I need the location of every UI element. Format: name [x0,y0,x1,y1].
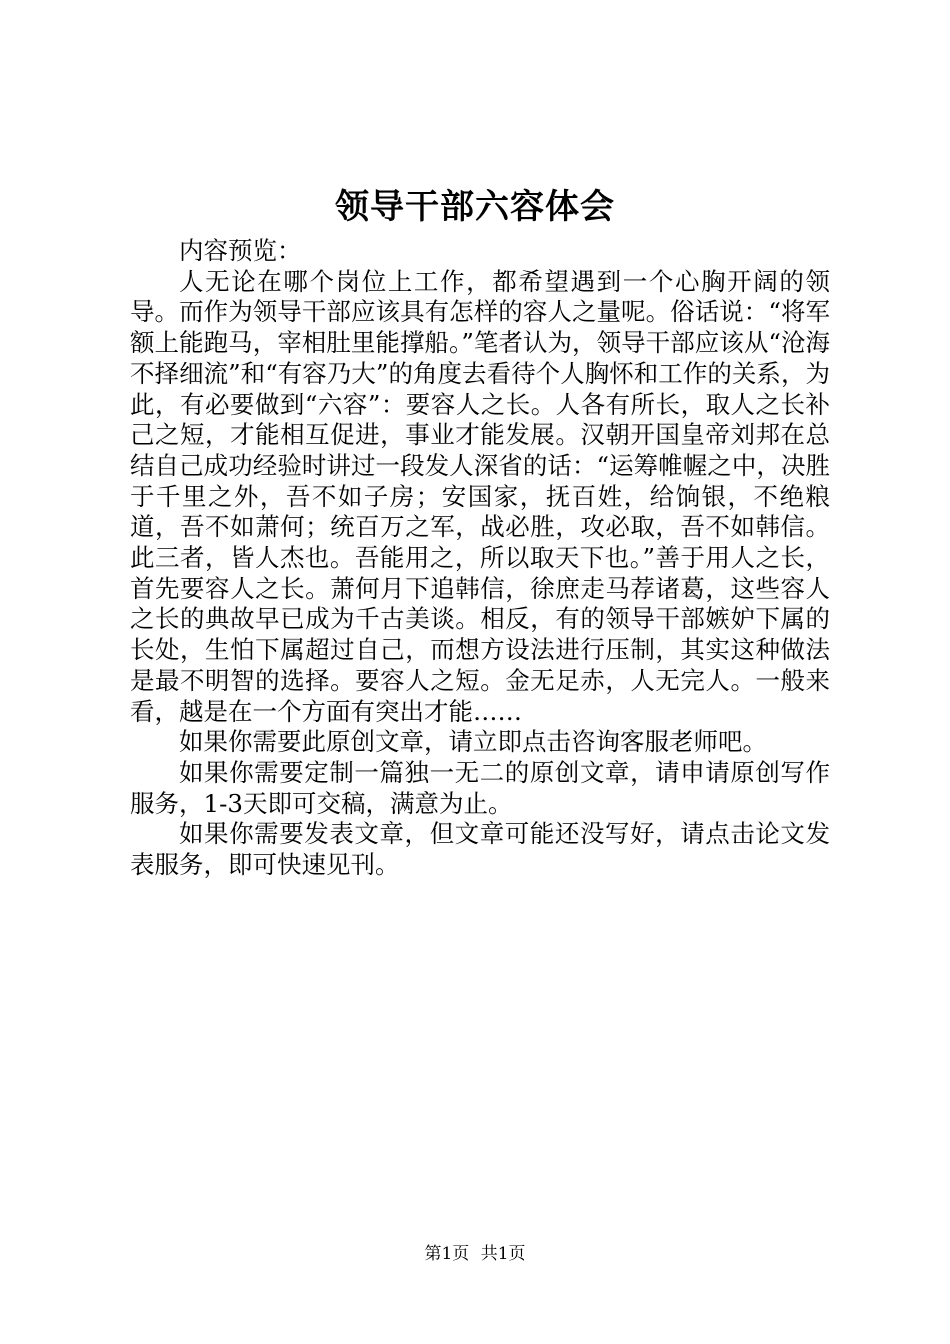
main-paragraph: 人无论在哪个岗位上工作，都希望遇到一个心胸开阔的领导。而作为领导干部应该具有怎样的容人之量呢。俗话说：“将军额上能跑马，宰相肚里能撑船。”笔者认为，领导干部应该从“沧海不择细流”和“有容乃大”的角度去看待个人胸怀和工作的关系，为此，有必要做到“六容”：要容人之长。人各有所长，取人之长补己之短，才能相互促进，事业才能发展。汉朝开国皇帝刘邦在总结自己成功经验时讲过一段发人深省的话：“运筹帷幄之中，决胜于千里之外，吾不如子房；安国家，抚百姓，给饷银，不绝粮道，吾不如萧何；统百万之军，战必胜，攻必取，吾不如韩信。此三者，皆人杰也。吾能用之，所以取天下也。”善于用人之长，首先要容人之长。萧何月下追韩信，徐庶走马荐诸葛，这些容人之长的典故早已成为千古美谈。相反，有的领导干部嫉妒下属的长处，生怕下属超过自己，而想方设法进行压制，其实这种做法是最不明智的选择。要容人之短。金无足赤，人无完人。一般来看，越是在一个方面有突出才能…… [130,266,830,726]
contact-service-paragraph: 如果你需要此原创文章，请立即点击咨询客服老师吧。 [179,727,767,757]
document-body [130,236,830,881]
custom-writing-paragraph: 如果你需要定制一篇独一无二的原创文章，请申请原创写作服务，1-3天即可交稿，满意为止。 [130,757,830,818]
page-number: 第1页 [424,1244,470,1264]
preview-label: 内容预览： [179,236,302,265]
document-title: 领导干部六容体会 [335,187,615,227]
page-footer [0,1242,950,1266]
publishing-service-paragraph: 如果你需要发表文章，但文章可能还没写好，请点击论文发表服务，即可快速见刊。 [130,819,830,880]
page-total: 共1页 [480,1244,526,1264]
